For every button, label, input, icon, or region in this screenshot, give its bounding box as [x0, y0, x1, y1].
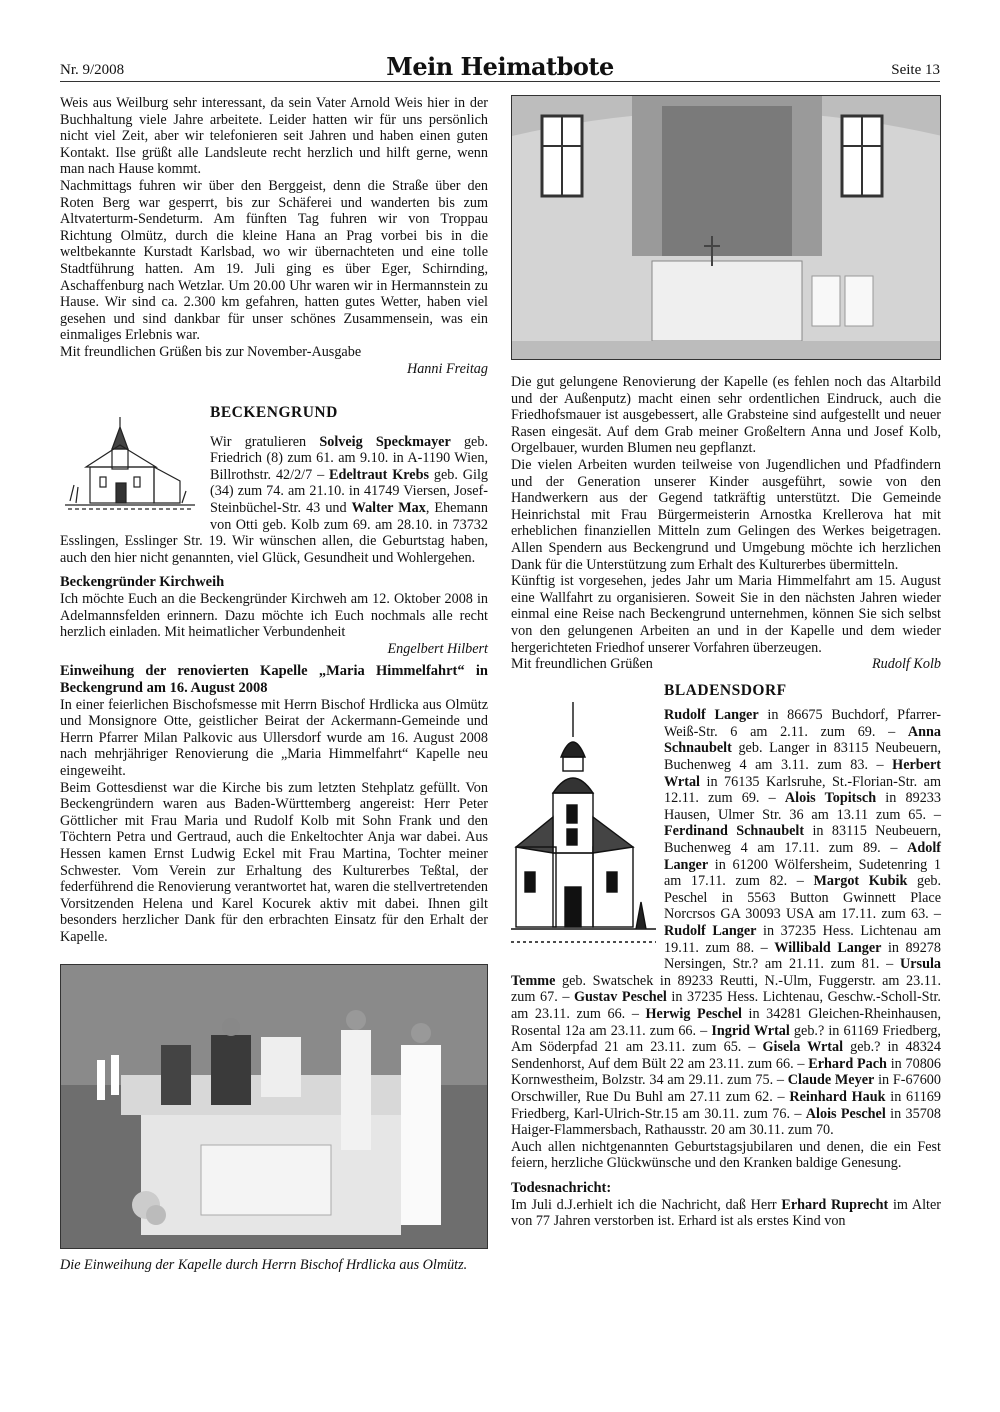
chapel-drawing-icon	[60, 405, 200, 517]
chapel-interior-icon	[512, 96, 941, 360]
paragraph: Die vielen Arbeiten wurden teilweise von Jugendlichen und Pfadfindern und der Generation unserer Kinder ausgeführt, sowie von den Handwerkern aus der Gegend tatkräftig unterstützt. Die Gemeinde Heinrichstal mit Frau Bürgermeisterin Arnostka Krellerova hat mit erheblichen finanziellen Mitteln zum Gelingen des Werkes beigetragen. Allen Spendern aus Beckengrund und Umgebung möchte ich herzlichen Dank für die Unterstützung zum Erhalt des Kulturerbes übermitteln.	[511, 456, 941, 573]
paragraph: Mit freundlichen Grüßen bis zur November-Ausgabe	[60, 343, 362, 360]
paragraph: In einer feierlichen Bischofsmesse mit Herrn Bischof Hrdlicka aus Olmütz und Monsignore Otte, geistlicher Beirat der Ackermann-Gemeinde und Herrn Pfarrer Milan Palkovic aus Ullersdorf wurde am 16. August 2008 nach mehrjähriger Renovierung die „Maria Himmelfahrt“ Kapelle neu eingeweiht.	[60, 696, 488, 779]
paragraph: Wir gratulieren Solveig Speckmayer geb. Friedrich (8) zum 61. am 9.10. in A-1190 Wien, Billrothstr. 42/2/7 – Edeltraut Krebs geb. Gilg (34) zum 74. am 21.10. in 41749 Viersen, Josef-Steinbüchel-Str. 43 und Walter Max, Ehemann von Otti geb. Kolb zum 69. am 28.10. in 73732 Esslingen, Esslinger Str. 19. Wir wünschen allen, die Geburtstag haben, auch den hier nicht genannten, viel Glück, Gesundheit und Wohlergehen.	[60, 433, 488, 566]
paragraph: Beim Gottesdienst war die Kirche bis zum letzten Stehplatz gefüllt. Von Beckengründern waren aus Baden-Württemberg angereist: Herr Peter Göttlicher mit Frau Maria und Rudolf Kolb mit Sohn Frank und den Töchtern Petra und Gertraud, auch die Enkeltochter Anja war dabei. Aus Hessen kamen Ernst Ludwig Eckel mit Frau Martina, Tochter meiner Schwester. Vom Verein zur Erhaltung des Kulturerbes Teßtal, der federführend die Renovierung verantwortet hat, waren die stellvertretenden Vorsitzenden Helena und Karel Kocurek aktiv mit dabei. Ihnen gilt besonders herzlicher Dank für den erbrachten Einsatz für den Erhalt der Kapelle.	[60, 779, 488, 945]
paragraph: Nachmittags fuhren wir über den Berggeist, denn die Straße über den Roten Berg war gesperrt, bis zur Schäferei und wanderten bis zum Altvaterturm-Sendeturm. Am fünften Tag fuhren wir von Troppau Richtung Olmütz, durch die kleine Hana an Prag vorbei bis in die weltbekannte Kurstadt Karlsbad, wo wir übernachteten und eine tolle Stadtführung hatten. Am 19. Juli ging es über Eger, Schirnding, Aschaffenburg nach Wetzlar. Um 20.00 Uhr waren wir in Hermannstein zu Hause. Wir sind ca. 2.300 km gefahren, hatten gutes Wetter, haben viel gesehen und sind dankbar für unser schönes Zusammensein, was ein einmaliges Erlebnis war.	[60, 177, 488, 344]
consecration-photo	[60, 964, 488, 1249]
signature: Hanni Freitag	[406, 360, 488, 377]
greeting: Mit freundlichen Grüßen	[511, 656, 653, 673]
church-illustration	[511, 697, 656, 957]
issue-number: Nr. 9/2008	[60, 62, 125, 78]
paragraph: Rudolf Langer in 86675 Buchdorf, Pfarrer-Weiß-Str. 6 am 2.11. zum 69. – Anna Schnaubelt geb. Langer in 83115 Neubeuern, Buchenweg 4 am 3.11. zum 83. – Herbert Wrtal in 76135 Karlsruhe, St.-Florian-Str. am 12.11. zum 69. – Alois Topitsch in 89233 Hausen, Ulmer Str. 36 am 13.11 zum 65. – Ferdinand Schnaubelt in 83115 Neubeuern, Buchenweg 4 am 17.11. zum 89. – Adolf Langer in 61200 Wölfersheim, Sudetenring 1 am 17.11. zum 82. – Margot Kubik geb. Peschel in 5563 Button Gwinnett Place Norcrsos GA 30093 USA am 17.11. zum 63. – Rudolf Langer in 37235 Hess. Lichtenau am 19.11. zum 88. – Willibald Langer in 89278 Nersingen, Str.? am 21.11. zum 81. – Ursula Temme geb. Swatschek in 89233 Reutti, N.-Ulm, Fuggerstr. am 23.11. zum 67. – Gustav Peschel in 37235 Hess. Lichtenau, Geschw.-Scholl-Str. am 23.11. zum 66. – Herwig Peschel in 34281 Gleichen-Rheinhausen, Rosental 12a am 23.11. zum 66. – Ingrid Wrtal geb.? in 61169 Friedberg, Am Söderpfad 21 am 23.11. zum 65. – Gisela Wrtal geb.? in 48324 Sendenhorst, Auf dem Bült 22 am 23.11. zum 66. – Erhard Pach in 70806 Kornwestheim, Bolzstr. 34 am 29.11. zum 75. – Claude Meyer in F-67600 Orschwiller, Rue Du Buhl am 27.11 zum 62. – Reinhard Hauk in 61169 Friedberg, Karl-Ulrich-Str.15 am 30.11. zum 76. – Alois Peschel in 35708 Haiger-Flammersbach, Rathausstr. 20 am 30.11. zum 70.	[511, 707, 942, 1139]
paragraph: Die gut gelungene Renovierung der Kapelle (es fehlen noch das Altarbild und der Außenputz) macht einen sehr ordentlichen Eindruck, auch die Friedhofsmauer ist ausgebessert, alle Grabsteine sind aufgestellt und neuer Rasen eingesät. Auf dem Grab meiner Großeltern Anna und Josef Kolb, Orgelbauer, wurden Blumen neu gepflanzt.	[511, 374, 941, 457]
chapel-interior-photo	[511, 95, 941, 360]
signature: Rudolf Kolb	[872, 656, 941, 673]
newspaper-logo: Mein Heimatbote	[386, 52, 614, 81]
subsection-heading: Todesnachricht:	[511, 1179, 612, 1196]
right-column	[511, 95, 941, 1230]
greeting-line	[511, 656, 941, 673]
ceremony-photo-icon	[61, 965, 488, 1249]
paragraph: Im Juli d.J.erhielt ich die Nachricht, daß Herr Erhard Ruprecht im Alter von 77 Jahren verstorben ist. Erhard ist als erstes Kind von	[511, 1196, 941, 1230]
paragraph: Auch allen nichtgenannten Geburtstagsjubilaren und denen, die ein Fest feiern, herzliche Glückwünsche und den Kranken baldige Genesung.	[511, 1138, 941, 1172]
page-header	[60, 52, 940, 82]
page-number: Seite 13	[891, 62, 940, 78]
church-drawing-icon	[511, 697, 656, 957]
paragraph: Künftig ist vorgesehen, jedes Jahr um Maria Himmelfahrt am 15. August eine Wallfahrt zu organisieren. Soweit Sie in den nächsten Jahren wieder einmal eine Reise nach Beckengrund unternehmen, können Sie sich selbst von den gelungenen Arbeiten an und in der Kapelle und dem wieder hergerichteten Friedhof unserer Vorfahren überzeugen.	[511, 573, 941, 656]
paragraph: Ich möchte Euch an die Beckengründer Kirchweh am 12. Oktober 2008 in Adelmannsfelden erinnern. Dazu möchte ich Euch nochmals alle recht herzlich einladen. Mit heimatlicher Verbundenheit	[60, 591, 488, 641]
paragraph: Weis aus Weilburg sehr interessant, da sein Vater Arnold Weis hier in der Buchhaltung viele Jahre arbeitete. Leider hatten wir für uns persönlich nicht viel Zeit, aber wir telefonieren seit Jahren und haben einen guten Kontakt. Ilse grüßt alle Landsleute recht herzlich und hilft gerne, wenn man nach Hause kommt.	[60, 95, 488, 178]
subsection-heading: Beckengründer Kirchweih	[60, 574, 225, 591]
subsection-heading: Einweihung der renovierten Kapelle „Maria Himmelfahrt“ in Beckengrund am 16. August 2008	[60, 663, 488, 696]
bladensdorf-section	[511, 683, 941, 1139]
chapel-illustration	[60, 405, 200, 517]
left-column	[60, 95, 488, 1273]
section-heading: BECKENGRUND	[210, 404, 338, 422]
photo-caption: Die Einweihung der Kapelle durch Herrn Bischof Hrdlicka aus Olmütz.	[60, 1256, 468, 1273]
signature: Engelbert Hilbert	[387, 640, 488, 657]
beckengrund-section	[60, 405, 488, 566]
section-heading: BLADENSDORF	[664, 681, 787, 699]
